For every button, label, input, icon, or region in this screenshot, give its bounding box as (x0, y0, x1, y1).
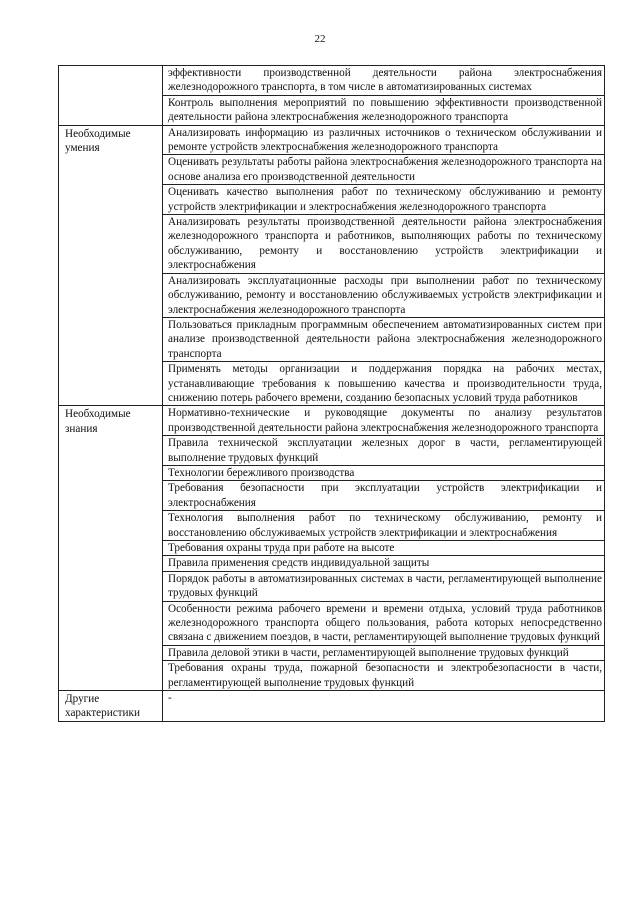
requirement-item: Порядок работы в автоматизированных системах в части, регламентирующей выполнение трудовых функций (163, 571, 605, 601)
requirement-item: Технологии бережливого производства (163, 465, 605, 480)
requirement-item: Оценивать результаты работы района электроснабжения железнодорожного транспорта на основе анализа его производственной деятельности (163, 155, 605, 185)
requirement-item: Анализировать эксплуатационные расходы при выполнении работ по техническому обслуживанию, ремонту и восстановлению обслуживаемых устройств электрификации и электроснабжения железнодорожного транспорта (163, 273, 605, 317)
requirement-item: Требования безопасности при эксплуатации устройств электрификации и электроснабжения (163, 481, 605, 511)
requirement-item: эффективности производственной деятельности района электроснабжения железнодорожного транспорта, в том числе в автоматизированных системах (163, 66, 605, 96)
requirement-item: Особенности режима рабочего времени и времени отдыха, условий труда работников железнодорожного транспорта общего пользования, работа которых непосредственно связана с движением поездов, в части, регламентирующей выполнение трудовых функций (163, 601, 605, 645)
requirement-item: Анализировать информацию из различных источников о техническом обслуживании и ремонте устройств электроснабжения железнодорожного транспорта (163, 125, 605, 155)
requirement-item: Анализировать результаты производственной деятельности района электроснабжения железнодорожного транспорта и работников, выполняющих работы по техническому обслуживанию, ремонту и восстановлению устройств электрификации и электроснабжения (163, 215, 605, 274)
table-row (59, 691, 605, 722)
section-label: Необходимые умения (59, 125, 163, 406)
requirement-item: Контроль выполнения мероприятий по повышению эффективности производственной деятельности района электроснабжения железнодорожного транспорта (163, 95, 605, 125)
section-label: Необходимые знания (59, 406, 163, 691)
requirement-item: Правила применения средств индивидуальной защиты (163, 556, 605, 571)
requirement-item: Требования охраны труда, пожарной безопасности и электробезопасности в части, регламентирующей выполнение трудовых функций (163, 661, 605, 691)
requirement-item: Нормативно-технические и руководящие документы по анализу результатов производственной деятельности района электроснабжения железнодорожного транспорта (163, 406, 605, 436)
section-label: Другие характеристики (59, 691, 163, 722)
page-number: 22 (314, 33, 326, 45)
requirements-table (58, 65, 605, 722)
requirement-item: Технология выполнения работ по техническому обслуживанию, ремонту и восстановлению обслуживаемых устройств электрификации и электроснабжения (163, 511, 605, 541)
requirement-item: Правила технической эксплуатации железных дорог в части, регламентирующей выполнение трудовых функций (163, 436, 605, 466)
requirement-item: Пользоваться прикладным программным обеспечением автоматизированных систем при анализе производственной деятельности района электроснабжения железнодорожного транспорта (163, 317, 605, 361)
section-label (59, 66, 163, 126)
table-row (59, 66, 605, 96)
requirement-item: Применять методы организации и поддержания порядка на рабочих местах, устанавливающие требования к повышению качества и производительности труда, снижению потерь рабочего времени, созданию безопасных условий труда работников (163, 362, 605, 406)
requirement-item: Правила деловой этики в части, регламентирующей выполнение трудовых функций (163, 645, 605, 660)
table-row (59, 125, 605, 155)
requirements-table-body (59, 66, 605, 722)
requirement-item: Требования охраны труда при работе на высоте (163, 541, 605, 556)
table-row (59, 406, 605, 436)
requirement-item: - (163, 691, 605, 722)
requirement-item: Оценивать качество выполнения работ по техническому обслуживанию и ремонту устройств электрификации и электроснабжения железнодорожного транспорта (163, 185, 605, 215)
